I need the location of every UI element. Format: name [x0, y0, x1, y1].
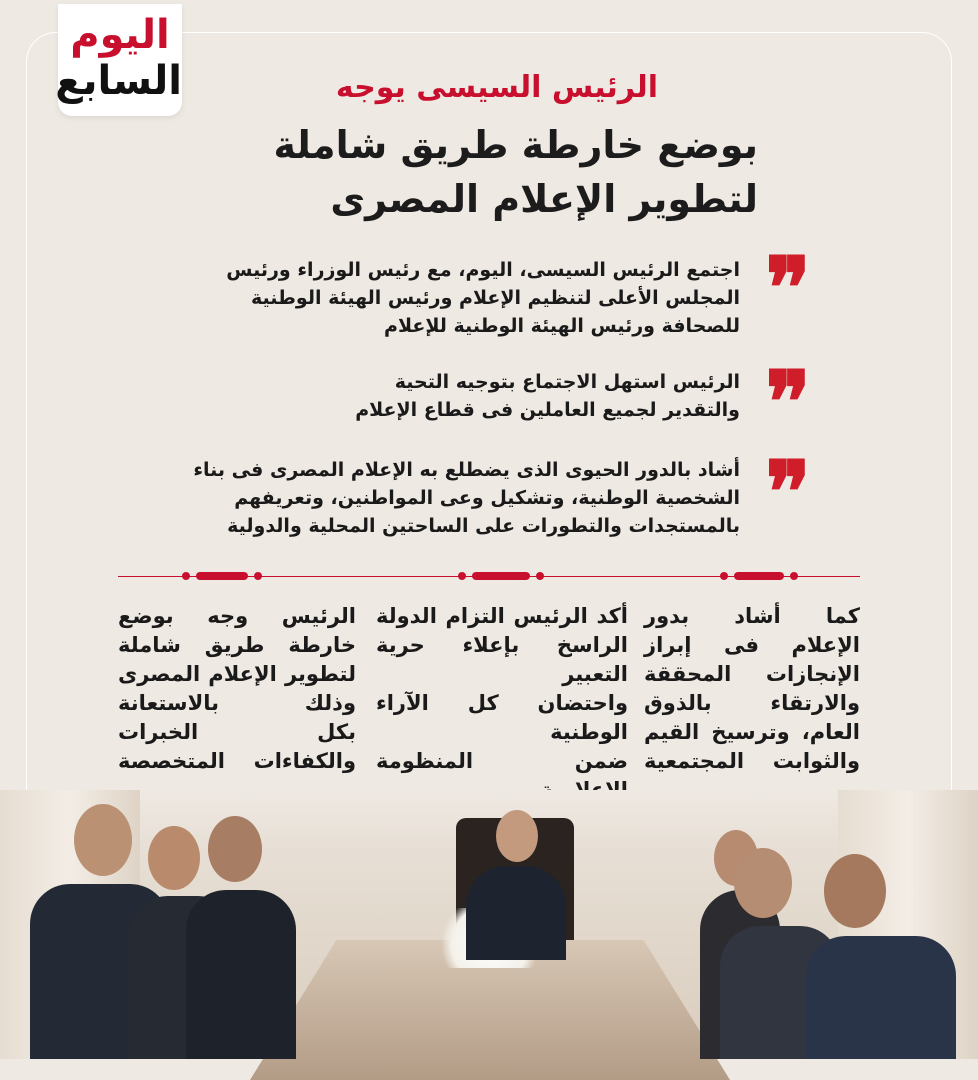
column-line: كما أشاد بدور — [644, 604, 860, 628]
person-right-front — [806, 854, 956, 1059]
page-headline — [198, 118, 758, 226]
headline-line-1: بوضع خارطة طريق شاملة — [273, 123, 758, 167]
column-line: والارتقاء بالذوق — [644, 691, 860, 715]
divider-dot — [536, 572, 544, 580]
column-line: والكفاءات المتخصصة — [118, 749, 356, 773]
quote-line: المجلس الأعلى لتنظيم الإعلام ورئيس الهيئة الوطنية — [250, 287, 740, 309]
site-logo[interactable] — [55, 4, 182, 116]
divider-dot — [458, 572, 466, 580]
divider-dash — [734, 572, 784, 580]
quote-text — [180, 256, 740, 340]
column-line: خارطة طريق شاملة — [118, 633, 356, 657]
quote-line: الشخصية الوطنية، وتشكيل وعى المواطنين، وتعريفهم — [234, 487, 740, 509]
column-line: واحتضان كل الآراء الوطنية — [376, 691, 628, 744]
quote-text — [180, 368, 740, 424]
quote-line: والتقدير لجميع العاملين فى قطاع الإعلام — [355, 399, 740, 421]
divider-dot — [182, 572, 190, 580]
text-column-right — [644, 602, 860, 776]
column-line: الرئيس وجه بوضع — [118, 604, 356, 628]
quote-line: الرئيس استهل الاجتماع بتوجيه التحية — [394, 371, 740, 393]
quote-text — [180, 456, 740, 540]
logo-line-1: اليوم — [70, 12, 170, 58]
divider-dot — [790, 572, 798, 580]
quote-mark-icon: ❞ — [765, 352, 811, 451]
column-line: الإنجازات المحققة — [644, 662, 860, 686]
column-line: الإعلام فى إبراز — [644, 633, 860, 657]
person-left-back — [186, 816, 296, 1059]
logo-line-2: السابع — [55, 58, 182, 104]
column-line: الراسخ بإعلاء حرية التعبير — [376, 633, 628, 686]
column-line: العام، وترسيخ القيم — [644, 720, 860, 744]
quote-line: اجتمع الرئيس السيسى، اليوم، مع رئيس الوزراء ورئيس — [226, 259, 740, 281]
quote-mark-icon: ❞ — [765, 442, 811, 541]
column-line: والثوابت المجتمعية — [644, 749, 860, 773]
text-column-left — [118, 602, 356, 776]
divider-dot — [254, 572, 262, 580]
divider-dash — [472, 572, 530, 580]
column-line: ضمن المنظومة — [376, 749, 628, 773]
headline-line-2: لتطوير الإعلام المصرى — [330, 177, 758, 221]
quote-line: أشاد بالدور الحيوى الذى يضطلع به الإعلام المصرى فى بناء — [193, 459, 740, 481]
quote-line: للصحافة ورئيس الهيئة الوطنية للإعلام — [384, 315, 740, 337]
divider-dash — [196, 572, 248, 580]
column-line: بكل الخبرات — [118, 720, 356, 744]
divider-dot — [720, 572, 728, 580]
quote-mark-icon: ❞ — [765, 238, 811, 337]
meeting-photo — [0, 790, 978, 1059]
column-line: وذلك بالاستعانة — [118, 691, 356, 715]
column-line: أكد الرئيس التزام الدولة — [376, 604, 628, 628]
person-center — [466, 810, 566, 960]
quote-line: بالمستجدات والتطورات على الساحتين المحلية والدولية — [227, 515, 740, 537]
column-line: لتطوير الإعلام المصرى — [118, 662, 356, 686]
headline-kicker: الرئيس السيسى يوجه — [335, 70, 658, 105]
